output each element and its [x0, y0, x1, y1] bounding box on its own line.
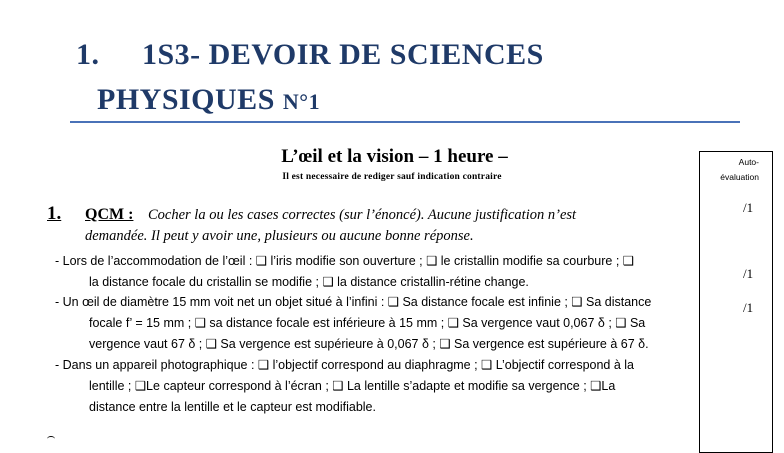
score-slot: /1 [743, 200, 754, 215]
qcm-item-line: distance entre la lentille et le capteur est modifiable. [89, 400, 376, 414]
subtitle-main: L’œil et la vision – 1 heure – [281, 146, 508, 167]
title-text-2: PHYSIQUES [97, 83, 283, 116]
self-evaluation-label-1: Auto- [738, 157, 759, 167]
qcm-item-line: - Dans un appareil photographique : ❑ l’objectif correspond au diaphragme ; ❑ L’objectif correspond à la [55, 358, 635, 372]
qcm-item [55, 355, 685, 418]
qcm-item-line: - Un œil de diamètre 15 mm voit net un objet situé à l’infini : ❑ Sa distance focale est infinie ; ❑ Sa distance [55, 295, 652, 309]
qcm-item [55, 251, 685, 293]
title-number: 1. [76, 38, 100, 71]
title-number-suffix: N°1 [282, 89, 321, 114]
next-question-fragment [47, 436, 55, 442]
self-evaluation-label-2: évaluation [720, 172, 759, 182]
question-label: QCM : [85, 206, 134, 223]
self-evaluation-box [699, 151, 773, 453]
score-slot: /1 [743, 266, 754, 281]
qcm-item-line: focale f’ = 15 mm ; ❑ sa distance focale est inférieure à 15 mm ; ❑ Sa vergence vaut 0,067 δ ; ❑ Sa [89, 316, 646, 330]
qcm-item-line: vergence vaut 67 δ ; ❑ Sa vergence est supérieure à 0,067 δ ; ❑ Sa vergence est supérieure à 67 δ. [89, 337, 649, 351]
qcm-item-line: la distance focale du cristallin se modifie ; ❑ la distance cristallin-rétine change. [89, 275, 529, 289]
qcm-item-line: lentille ; ❑Le capteur correspond à l’écran ; ❑ La lentille s’adapte et modifie sa vergence ; ❑La [89, 379, 616, 393]
title-underline [70, 121, 740, 123]
qcm-item [55, 292, 685, 355]
score-slot: /1 [743, 300, 754, 315]
instruction-line-2: demandée. Il peut y avoir une, plusieurs ou aucune bonne réponse. [85, 228, 474, 244]
document-title-line2 [97, 83, 320, 117]
question-number: 1. [47, 203, 62, 224]
title-text-1: 1S3- DEVOIR DE SCIENCES [142, 38, 544, 71]
qcm-item-line: - Lors de l’accommodation de l’œil : ❑ l’iris modifie son ouverture ; ❑ le cristallin modifie sa courbure ; ❑ [55, 254, 634, 268]
subtitle-note: Il est necessaire de rediger sauf indication contraire [282, 172, 502, 182]
instruction-line-1: Cocher la ou les cases correctes (sur l’énoncé). Aucune justification n’est [148, 207, 577, 223]
document-title-line1 [76, 38, 544, 72]
